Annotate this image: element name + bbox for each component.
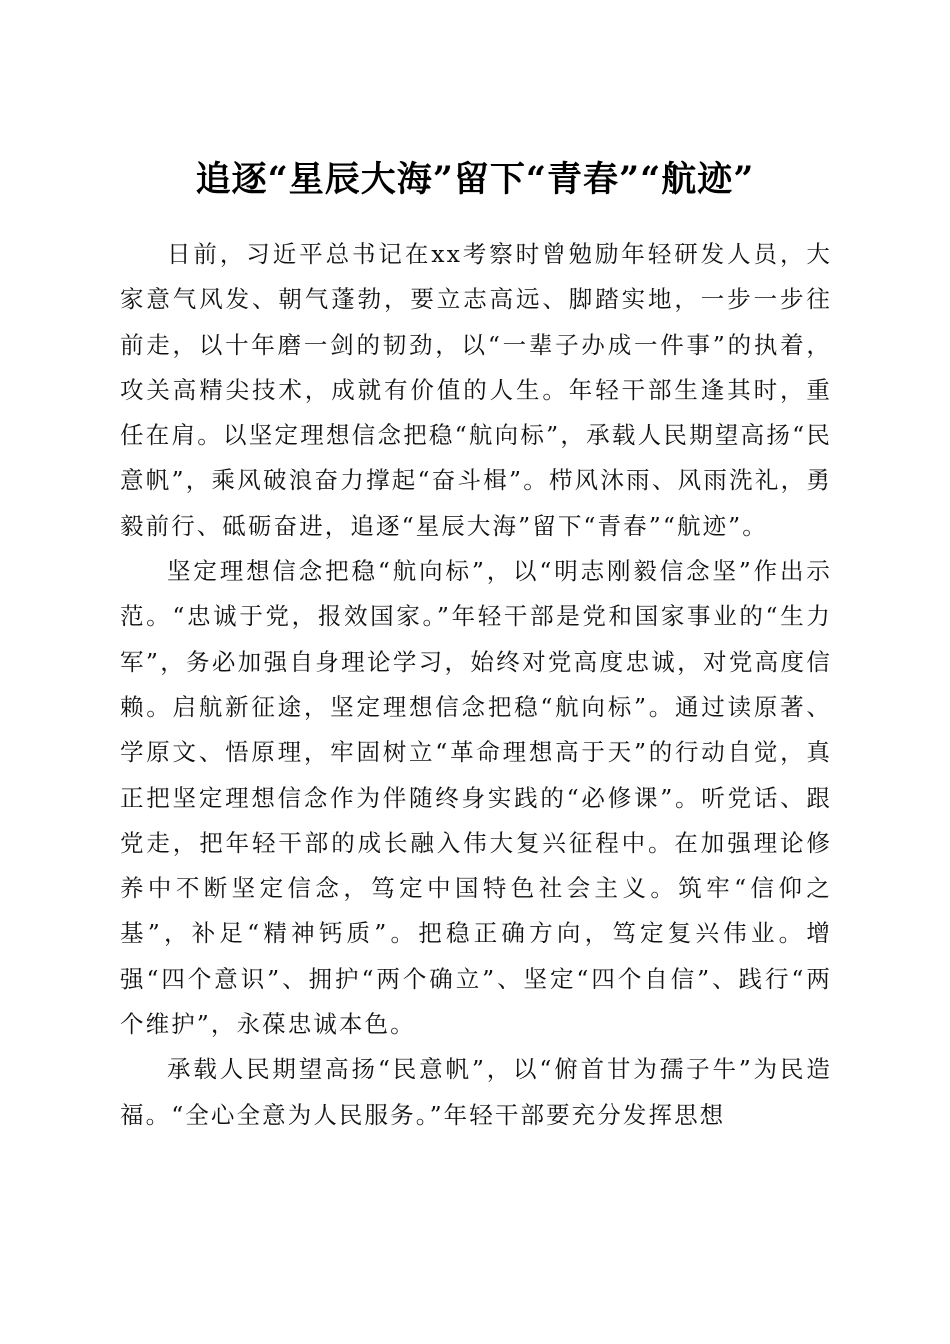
paragraph-1: 日前，习近平总书记在xx考察时曾勉励年轻研发人员，大家意气风发、朝气蓬勃，要立志高远、脚踏实地，一步一步往前走，以十年磨一剑的韧劲，以“一辈子办成一件事”的执着，攻关高精尖技术，成就有价值的人生。年轻干部生逢其时，重任在肩。以坚定理想信念把稳“航向标”，承载人民期望高扬“民意帆”，乘风破浪奋力撑起“奋斗楫”。栉风沐雨、风雨洗礼，勇毅前行、砥砺奋进，追逐“星辰大海”留下“青春”“航迹”。 [120,240,832,540]
article-body [120,232,832,1138]
page-title: 追逐“星辰大海”留下“青春”“航迹” [195,159,755,201]
paragraph-3: 承载人民期望高扬“民意帆”，以“俯首甘为孺子牛”为民造福。“全心全意为人民服务。”年轻干部要充分发挥思想 [120,1055,832,1129]
paragraph-2: 坚定理想信念把稳“航向标”，以“明志刚毅信念坚”作出示范。“忠诚于党，报效国家。”年轻干部是党和国家事业的“生力军”，务必加强自身理论学习，始终对党高度忠诚，对党高度信赖。启航新征途，坚定理想信念把稳“航向标”。通过读原著、学原文、悟原理，牢固树立“革命理想高于天”的行动自觉，真正把坚定理想信念作为伴随终身实践的“必修课”。听党话、跟党走，把年轻干部的成长融入伟大复兴征程中。在加强理论修养中不断坚定信念，笃定中国特色社会主义。筑牢“信仰之基”，补足“精神钙质”。把稳正确方向，笃定复兴伟业。增强“四个意识”、拥护“两个确立”、坚定“四个自信”、践行“两个维护”，永葆忠诚本色。 [120,557,832,1039]
